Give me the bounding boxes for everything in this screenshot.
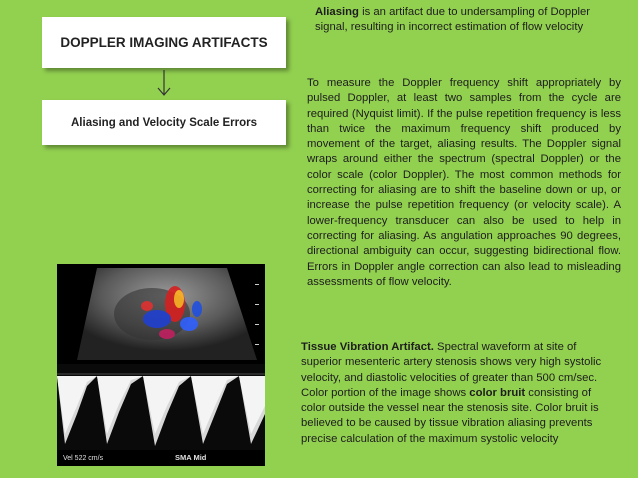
aliasing-explanation: To measure the Doppler frequency shift appropriately by pulsed Doppler, at least two samples from the cycle are required (Nyquist limit). If the pulse repetition frequency is less than twice the maximum frequency shift produced by movement of the target, aliasing results. The Doppler signal wraps around either the spectrum (spectral Doppler) or the color scale (color Doppler). The most common methods for correcting for aliasing are to shift the baseline down or up, or increase the pulse repetition frequency (or velocity scale). A lower-frequency transducer can also be used to help in correcting for aliasing. As angulation approaches 90 degrees, directional ambiguity can occur, suggesting bidirectional flow. Errors in Doppler angle correction can also lead to misleading assessments of flow velocity. — [307, 77, 621, 288]
title-text: DOPPLER IMAGING ARTIFACTS — [60, 35, 268, 50]
color-bruit-term: color bruit — [469, 386, 526, 399]
down-arrow-icon — [154, 70, 174, 98]
velocity-label: Vel 522 cm/s — [63, 455, 104, 462]
title-box — [42, 17, 286, 68]
aliasing-term: Aliasing — [315, 6, 359, 18]
ultrasound-image — [57, 264, 265, 466]
subtitle-text: Aliasing and Velocity Scale Errors — [71, 116, 257, 129]
aliasing-definition — [315, 5, 615, 36]
tissue-vibration-heading: Tissue Vibration Artifact. — [301, 341, 434, 353]
aliasing-definition-text: is an artifact due to undersampling of Doppler signal, resulting in incorrect estimation of flow velocity — [315, 6, 591, 34]
subtitle-box — [42, 100, 286, 145]
tissue-vibration-caption: Tissue Vibration Artifact. Spectral waveform at site of superior mesenteric artery stenosis shows very high systolic velocity, and diastolic velocities of greater than 500 cm/sec. Color portion of the image shows color bruit consisting of color outside the vessel near the stenosis site. Color bruit is believed to be caused by tissue vibration aliasing prevents precise calculation of the maximum systolic velocity — [301, 341, 602, 445]
vessel-label: SMA Mid — [175, 453, 207, 462]
